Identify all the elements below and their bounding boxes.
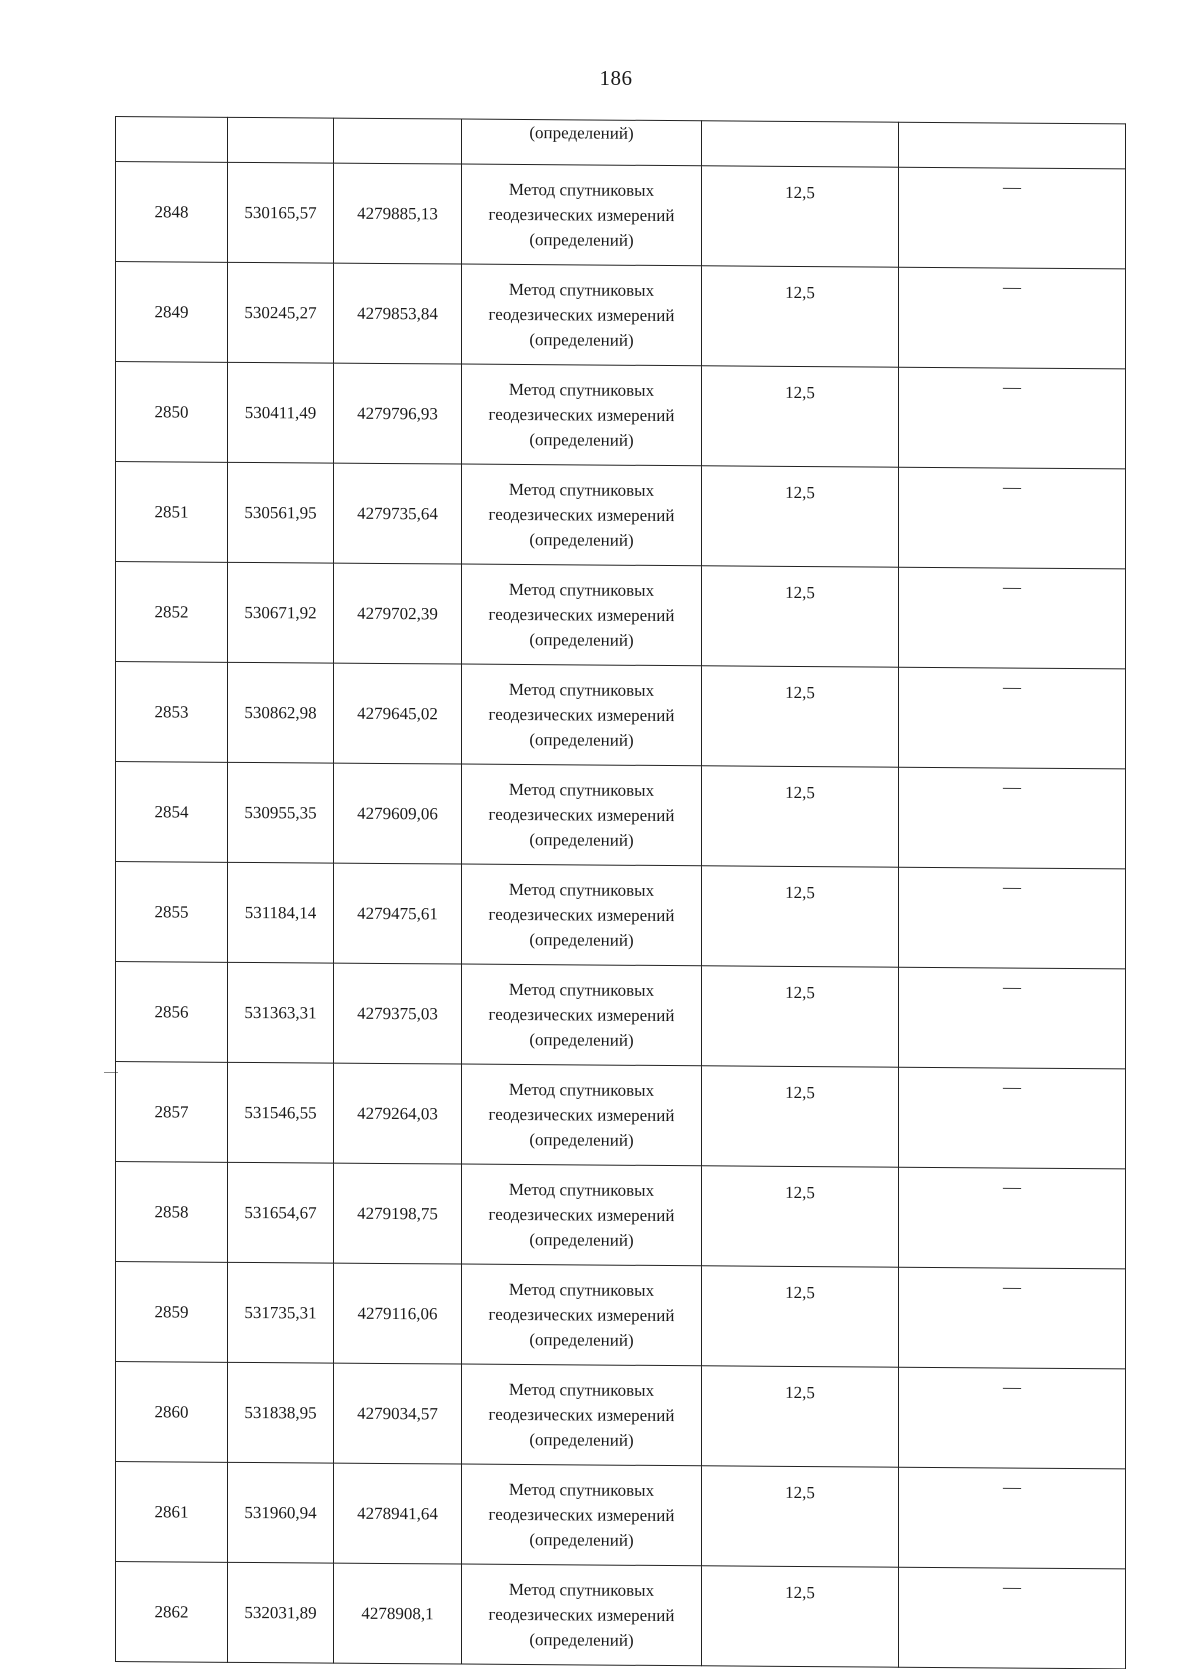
table-row xyxy=(116,362,1126,469)
method-line: Метод спутниковых xyxy=(508,1579,655,1600)
method-line: Метод спутниковых xyxy=(508,1079,655,1100)
accuracy-cell: 12,5 xyxy=(702,1266,899,1367)
note-cell: — xyxy=(899,467,1126,569)
page-number: 186 xyxy=(599,66,633,90)
coordinates-table-wrapper xyxy=(115,116,1125,1669)
accuracy-cell: 12,5 xyxy=(702,1466,899,1567)
method-cell xyxy=(462,764,702,866)
method-line: геодезических измерений xyxy=(488,504,675,526)
point-number-cell: 2853 xyxy=(116,662,228,763)
method-line: геодезических измерений xyxy=(488,604,675,626)
method-cell xyxy=(462,664,702,766)
x-coordinate-cell: 530165,57 xyxy=(228,162,334,263)
point-number-cell: 2856 xyxy=(116,962,228,1063)
y-coordinate-cell: 4279375,03 xyxy=(334,963,462,1064)
method-line: Метод спутниковых xyxy=(508,779,655,800)
continuation-row xyxy=(116,117,1126,169)
accuracy-cell: 12,5 xyxy=(702,1366,899,1467)
method-line: геодезических измерений xyxy=(488,1304,675,1326)
method-cell xyxy=(462,1564,702,1666)
x-coordinate-cell: 530671,92 xyxy=(228,562,334,663)
note-cell: — xyxy=(899,1367,1126,1469)
coordinates-table xyxy=(115,116,1126,1669)
accuracy-cell: 12,5 xyxy=(702,1566,899,1667)
point-number-cell: 2858 xyxy=(116,1162,228,1263)
table-row xyxy=(116,862,1126,969)
point-number-cell: 2852 xyxy=(116,562,228,663)
point-number-cell: 2862 xyxy=(116,1562,228,1663)
accuracy-cell: 12,5 xyxy=(702,266,899,367)
y-coordinate-cell: 4279609,06 xyxy=(334,763,462,864)
method-line: Метод спутниковых xyxy=(508,879,655,900)
table-row xyxy=(116,1562,1126,1669)
point-number-cell: 2850 xyxy=(116,362,228,463)
note-cell: — xyxy=(899,767,1126,869)
table-row xyxy=(116,1062,1126,1169)
method-line: (определений) xyxy=(529,530,634,550)
method-line: Метод спутниковых xyxy=(508,179,655,200)
x-coordinate-cell: 531960,94 xyxy=(228,1462,334,1563)
note-cell: — xyxy=(899,967,1126,1069)
method-line: (определений) xyxy=(529,1530,634,1550)
accuracy-cell: 12,5 xyxy=(702,166,899,267)
y-coordinate-cell: 4279735,64 xyxy=(334,463,462,564)
table-row xyxy=(116,1262,1126,1369)
x-coordinate-cell: 530411,49 xyxy=(228,362,334,463)
accuracy-cell: 12,5 xyxy=(702,766,899,867)
method-line: Метод спутниковых xyxy=(508,479,655,500)
x-coordinate-cell: 530561,95 xyxy=(228,462,334,563)
method-line: Метод спутниковых xyxy=(508,579,655,600)
note-cell: — xyxy=(899,267,1126,369)
accuracy-cell: 12,5 xyxy=(702,466,899,567)
table-row xyxy=(116,1362,1126,1469)
method-line: (определений) xyxy=(529,1330,634,1350)
x-coordinate-cell: 531546,55 xyxy=(228,1062,334,1163)
continuation-cell: (определений) xyxy=(462,119,702,166)
accuracy-cell: 12,5 xyxy=(702,966,899,1067)
note-cell: — xyxy=(899,167,1126,269)
empty-cell xyxy=(228,117,334,163)
method-line: Метод спутниковых xyxy=(508,1279,655,1300)
empty-cell xyxy=(116,117,228,163)
method-line: Метод спутниковых xyxy=(508,979,655,1000)
method-line: Метод спутниковых xyxy=(508,379,655,400)
note-cell: — xyxy=(899,867,1126,969)
y-coordinate-cell: 4279475,61 xyxy=(334,863,462,964)
method-line: геодезических измерений xyxy=(488,1404,675,1426)
point-number-cell: 2857 xyxy=(116,1062,228,1163)
point-number-cell: 2854 xyxy=(116,762,228,863)
accuracy-cell: 12,5 xyxy=(702,1066,899,1167)
method-line: (определений) xyxy=(529,230,634,250)
method-line: (определений) xyxy=(529,330,634,350)
note-cell: — xyxy=(899,667,1126,769)
method-line: геодезических измерений xyxy=(488,204,675,226)
method-line: (определений) xyxy=(529,930,634,950)
accuracy-cell: 12,5 xyxy=(702,566,899,667)
table-row xyxy=(116,462,1126,569)
table-row xyxy=(116,1462,1126,1569)
method-line: геодезических измерений xyxy=(488,904,675,926)
y-coordinate-cell: 4279796,93 xyxy=(334,363,462,464)
method-cell xyxy=(462,364,702,466)
x-coordinate-cell: 530862,98 xyxy=(228,662,334,763)
method-cell xyxy=(462,1064,702,1166)
y-coordinate-cell: 4278941,64 xyxy=(334,1463,462,1564)
method-cell xyxy=(462,164,702,266)
note-cell: — xyxy=(899,1067,1126,1169)
method-line: Метод спутниковых xyxy=(508,1479,655,1500)
point-number-cell: 2859 xyxy=(116,1262,228,1363)
point-number-cell: 2849 xyxy=(116,262,228,363)
y-coordinate-cell: 4279264,03 xyxy=(334,1063,462,1164)
point-number-cell: 2861 xyxy=(116,1462,228,1563)
method-line: Метод спутниковых xyxy=(508,279,655,300)
table-row xyxy=(116,562,1126,669)
y-coordinate-cell: 4279116,06 xyxy=(334,1263,462,1364)
method-line: (определений) xyxy=(529,830,634,850)
y-coordinate-cell: 4279198,75 xyxy=(334,1163,462,1264)
method-line: геодезических измерений xyxy=(488,1204,675,1226)
y-coordinate-cell: 4279885,13 xyxy=(334,163,462,264)
y-coordinate-cell: 4279702,39 xyxy=(334,563,462,664)
accuracy-cell: 12,5 xyxy=(702,1166,899,1267)
method-line: Метод спутниковых xyxy=(508,679,655,700)
table-row xyxy=(116,1162,1126,1269)
method-line: геодезических измерений xyxy=(488,304,675,326)
y-coordinate-cell: 4278908,1 xyxy=(334,1563,462,1664)
point-number-cell: 2855 xyxy=(116,862,228,963)
note-cell: — xyxy=(899,567,1126,669)
x-coordinate-cell: 531838,95 xyxy=(228,1362,334,1463)
method-cell xyxy=(462,1264,702,1366)
method-line: (определений) xyxy=(529,430,634,450)
method-line: (определений) xyxy=(529,730,634,750)
method-line: (определений) xyxy=(529,1230,634,1250)
accuracy-cell: 12,5 xyxy=(702,666,899,767)
note-cell: — xyxy=(899,1467,1126,1569)
method-line: геодезических измерений xyxy=(488,1504,675,1526)
x-coordinate-cell: 531654,67 xyxy=(228,1162,334,1263)
y-coordinate-cell: 4279034,57 xyxy=(334,1363,462,1464)
x-coordinate-cell: 532031,89 xyxy=(228,1562,334,1663)
table-row xyxy=(116,662,1126,769)
table-row xyxy=(116,962,1126,1069)
method-line: геодезических измерений xyxy=(488,1004,675,1026)
table-row xyxy=(116,762,1126,869)
method-line: (определений) xyxy=(529,1030,634,1050)
empty-cell xyxy=(899,122,1126,169)
method-line: геодезических измерений xyxy=(488,404,675,426)
method-cell xyxy=(462,264,702,366)
point-number-cell: 2851 xyxy=(116,462,228,563)
method-line: Метод спутниковых xyxy=(508,1179,655,1200)
note-cell: — xyxy=(899,1167,1126,1269)
table-row xyxy=(116,162,1126,269)
point-number-cell: 2860 xyxy=(116,1362,228,1463)
method-line: геодезических измерений xyxy=(488,704,675,726)
note-cell: — xyxy=(899,367,1126,469)
empty-cell xyxy=(334,118,462,164)
y-coordinate-cell: 4279645,02 xyxy=(334,663,462,764)
method-line: (определений) xyxy=(529,1430,634,1450)
note-cell: — xyxy=(899,1267,1126,1369)
method-line: (определений) xyxy=(529,1630,634,1650)
x-coordinate-cell: 531184,14 xyxy=(228,862,334,963)
method-line: геодезических измерений xyxy=(488,1604,675,1626)
point-number-cell: 2848 xyxy=(116,162,228,263)
note-cell: — xyxy=(899,1567,1126,1669)
method-line: геодезических измерений xyxy=(488,1104,675,1126)
method-line: (определений) xyxy=(529,630,634,650)
accuracy-cell: 12,5 xyxy=(702,866,899,967)
x-coordinate-cell: 531735,31 xyxy=(228,1262,334,1363)
x-coordinate-cell: 530245,27 xyxy=(228,262,334,363)
empty-cell xyxy=(702,121,899,167)
table-row xyxy=(116,262,1126,369)
method-line: (определений) xyxy=(529,1130,634,1150)
accuracy-cell: 12,5 xyxy=(702,366,899,467)
x-coordinate-cell: 531363,31 xyxy=(228,962,334,1063)
method-cell xyxy=(462,864,702,966)
method-line: Метод спутниковых xyxy=(508,1379,655,1400)
method-cell xyxy=(462,1464,702,1566)
x-coordinate-cell: 530955,35 xyxy=(228,762,334,863)
method-cell xyxy=(462,1364,702,1466)
method-line: геодезических измерений xyxy=(488,804,675,826)
method-cell xyxy=(462,564,702,666)
method-cell xyxy=(462,1164,702,1266)
method-cell xyxy=(462,464,702,566)
y-coordinate-cell: 4279853,84 xyxy=(334,263,462,364)
method-cell xyxy=(462,964,702,1066)
